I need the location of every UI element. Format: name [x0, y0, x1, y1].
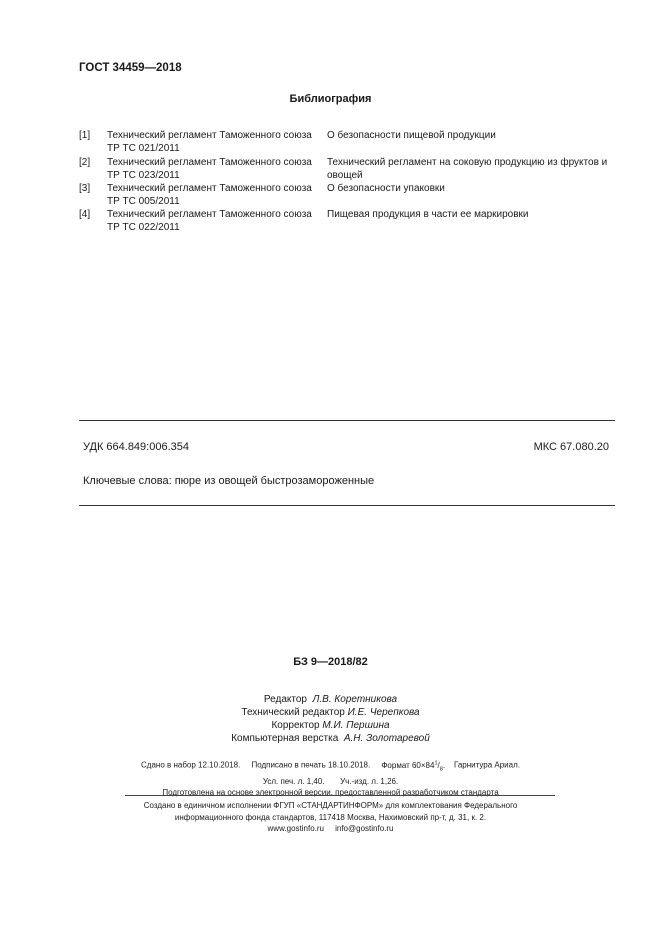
imprint-line-2: Усл. печ. л. 1,40. Уч.-изд. л. 1,26.: [262, 776, 399, 786]
bibliography-item-number: [4]: [79, 209, 91, 220]
credit-proofreader: [0, 719, 661, 732]
imprint-font: Гарнитура Ариал.: [453, 760, 520, 770]
publisher-contacts: [0, 823, 661, 835]
bibliography-title: Библиография: [289, 93, 372, 105]
document-line-1: Технический регламент Таможенного союза: [107, 183, 312, 194]
classification-top-rule: [79, 420, 615, 421]
document-line-2: ТР ТС 005/2011: [107, 196, 180, 207]
bibliography-item-document: [107, 208, 322, 234]
credit-role: Редактор: [263, 694, 307, 705]
credit-person: Л.В. Коретникова: [312, 694, 398, 705]
bibliography-item-document: [107, 129, 322, 155]
credit-editor: [0, 693, 661, 706]
bibliography-item-number: [1]: [79, 130, 91, 141]
credits: [0, 693, 661, 745]
credit-person: И.Е. Черепкова: [347, 707, 420, 718]
publisher-info: [0, 800, 661, 835]
credit-role: Технический редактор: [241, 707, 345, 718]
credit-layout: [0, 732, 661, 745]
standard-number: ГОСТ 34459—2018: [79, 62, 182, 74]
bibliography-item-name: О безопасности пищевой продукции: [327, 130, 496, 141]
bibliography-item-document: [107, 156, 322, 182]
classification-bottom-rule: [79, 505, 615, 506]
imprint-line-3: Подготовлена на основе электронной версии, предоставленной разработчиком стандарта: [162, 788, 499, 798]
bibliography-item-number: [2]: [79, 157, 91, 168]
document-line-1: Технический регламент Таможенного союза: [107, 157, 312, 168]
bibliography-item-name: О безопасности упаковки: [327, 183, 445, 194]
bibliography-item-name: Технический регламент на соковую продукцию из фруктов и овощей: [327, 157, 608, 181]
credit-role: Корректор: [271, 720, 320, 731]
document-line-2: ТР ТС 023/2011: [107, 170, 180, 181]
document-line-2: ТР ТС 021/2011: [107, 143, 180, 154]
publisher-email-link[interactable]: info@gostinfo.ru: [335, 824, 394, 833]
imprint: [0, 758, 661, 799]
imprint-format: Формат $60\times 84^1/_8$.: [381, 760, 446, 773]
credit-person: А.Н. Золотаревой: [343, 733, 430, 744]
udc-code: УДК 664.849:006.354: [83, 441, 189, 453]
mks-code: МКС 67.080.20: [533, 441, 609, 453]
bibliography-item-number: [3]: [79, 183, 91, 194]
imprint-line-1: [0, 758, 661, 776]
publisher-web-link[interactable]: www.gostinfo.ru: [267, 824, 324, 833]
document-line-1: Технический регламент Таможенного союза: [107, 130, 312, 141]
bibliography-item-name: Пищевая продукция в части ее маркировки: [327, 209, 529, 220]
imprint-signed: Подписано в печать 18.10.2018.: [251, 760, 371, 770]
keywords: Ключевые слова: пюре из овощей быстрозамороженные: [83, 475, 375, 487]
credit-person: М.И. Першина: [322, 720, 390, 731]
bibliography-item-document: [107, 182, 322, 208]
bz-number: БЗ 9—2018/82: [293, 656, 368, 668]
imprint-sent: Сдано в набор 12.10.2018.: [141, 760, 241, 770]
document-line-1: Технический регламент Таможенного союза: [107, 209, 312, 220]
publisher-rule: [125, 795, 555, 796]
document-line-2: ТР ТС 022/2011: [107, 222, 180, 233]
publisher-line-1: Создано в единичном исполнении ФГУП «СТАНДАРТИНФОРМ» для комплектования Федерального: [143, 801, 518, 810]
credit-tech-editor: [0, 706, 661, 719]
credit-role: Компьютерная верстка: [231, 733, 339, 744]
publisher-line-2: информационного фонда стандартов, 117418 Москва, Нахимовский пр-т, д. 31, к. 2.: [174, 812, 487, 822]
